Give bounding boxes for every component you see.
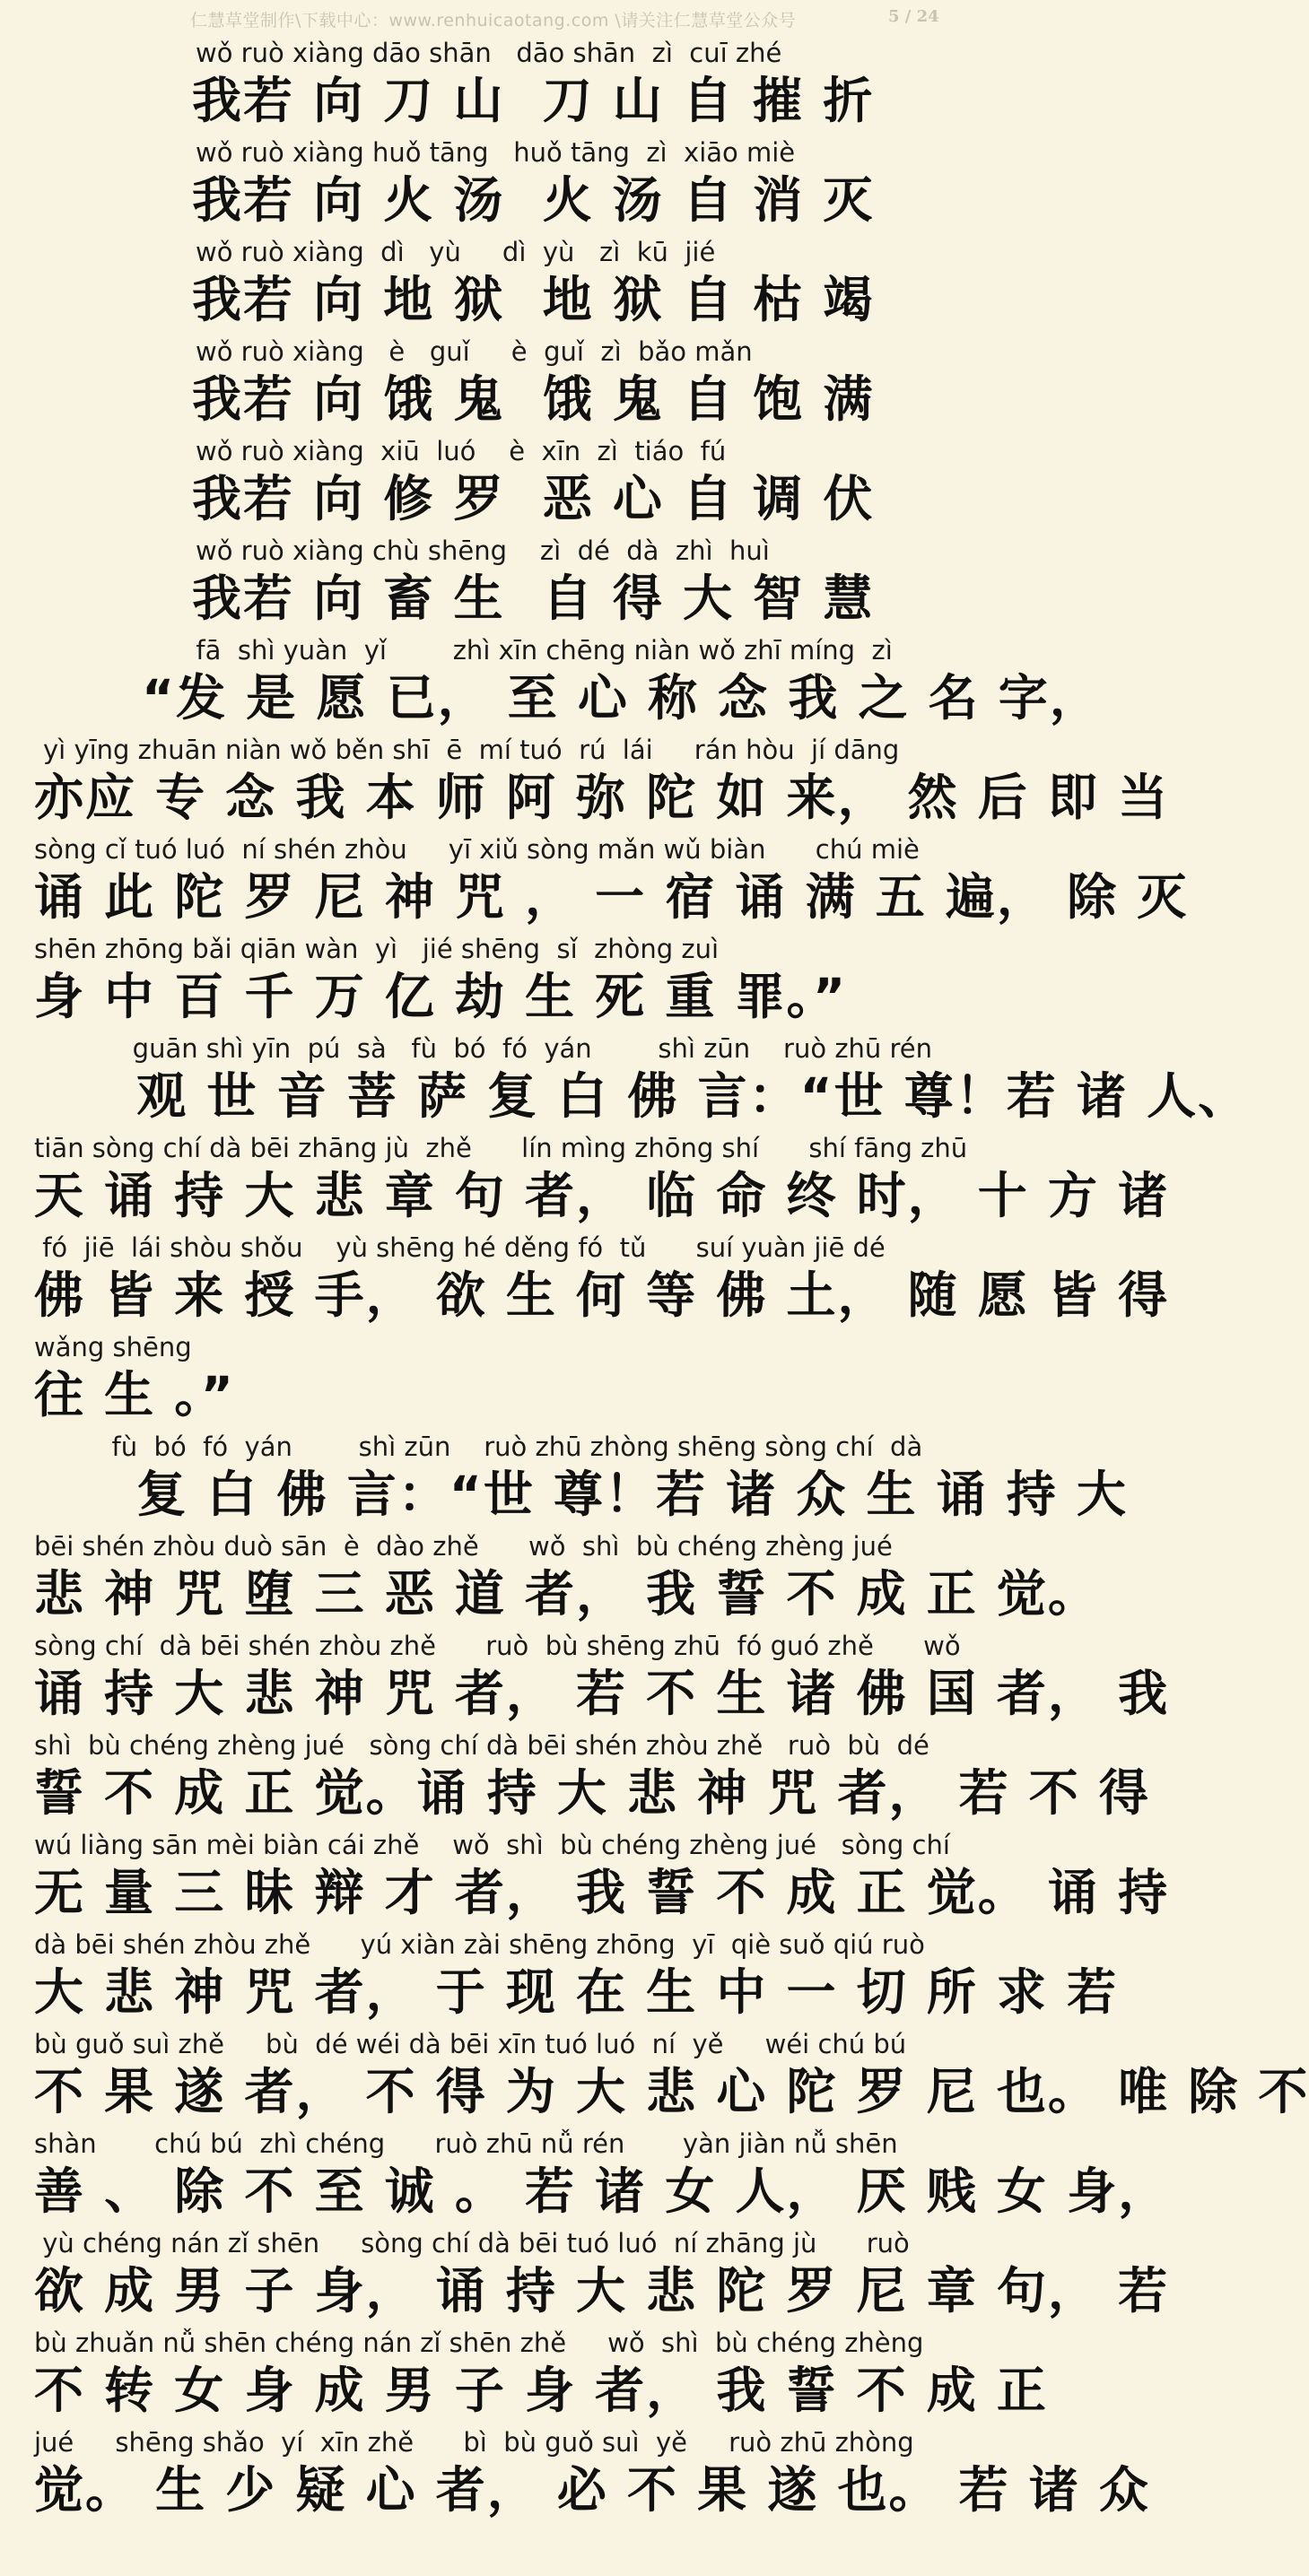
header-watermark-text: 仁慧草堂制作\下载中心：www.renhuicaotang.com \请关注仁慧草堂公众号	[190, 11, 797, 30]
pinyin-annotation: sòng cǐ tuó luó ní shén zhòu yī xiǔ sòng mǎn wǔ biàn chú miè	[34, 834, 920, 865]
text-line	[0, 436, 969, 536]
pinyin-annotation: jué shēng shǎo yí xīn zhě bì bù guǒ suì yě ruò zhū zhòng	[34, 2427, 914, 2458]
chinese-text: 我若 向 地 狱 地 狱 自 枯 竭	[192, 271, 875, 328]
pinyin-annotation: fó jiē lái shòu shǒu yù shēng hé děng fó tǔ suí yuàn jiē dé	[34, 1232, 886, 1263]
chinese-text: 亦应 专 念 我 本 师 阿 弥 陀 如 来， 然 后 即 当	[34, 769, 1170, 826]
pinyin-annotation: tiān sòng chí dà bēi zhāng jù zhě lín mìng zhōng shí shí fāng zhū	[34, 1133, 968, 1163]
text-line	[0, 1531, 1099, 1632]
chinese-text: 天 诵 持 大 悲 章 句 者， 临 命 终 时， 十 方 诸	[34, 1167, 1170, 1224]
pinyin-annotation: fù bó fó yán shì zūn ruò zhū zhòng shēng sòng chí dà	[54, 1432, 923, 1462]
chinese-text: 观 世 音 菩 萨 复 白 佛 言：“世 尊！若 诸 人、	[99, 1067, 1250, 1125]
text-line	[0, 535, 969, 636]
text-line	[0, 2128, 1170, 2229]
chinese-text: 诵 持 大 悲 神 咒 者， 若 不 生 诸 佛 国 者， 我	[34, 1665, 1170, 1722]
pinyin-annotation: shàn chú bú zhì chéng ruò zhū nǚ rén yàn jiàn nǚ shēn	[34, 2128, 898, 2159]
chinese-text: 我若 向 修 罗 恶 心 自 调 伏	[192, 470, 875, 527]
pinyin-annotation: wǎng shēng	[34, 1332, 192, 1362]
pinyin-annotation: wǒ ruò xiàng dì yù dì yù zì kū jié	[196, 237, 716, 267]
text-line	[0, 1033, 1250, 1134]
text-line	[0, 38, 969, 138]
text-line	[0, 336, 969, 437]
pinyin-annotation: wú liàng sān mèi biàn cái zhě wǒ shì bù chéng zhèng jué sòng chí	[34, 1830, 950, 1860]
chinese-text: 往 生 。”	[34, 1366, 235, 1423]
text-line	[0, 834, 1189, 935]
pinyin-annotation: wǒ ruò xiàng è guǐ è guǐ zì bǎo mǎn	[196, 336, 753, 367]
chinese-text: 我若 向 火 汤 火 汤 自 消 灭	[192, 171, 875, 229]
chinese-text: 身 中 百 千 万 亿 劫 生 死 重 罪。”	[34, 968, 848, 1025]
pinyin-annotation: shì bù chéng zhèng jué sòng chí dà bēi shén zhòu zhě ruò bù dé	[34, 1730, 929, 1761]
pinyin-annotation: fā shì yuàn yǐ zhì xīn chēng niàn wǒ zhī míng zì	[179, 635, 893, 666]
pinyin-annotation: yì yīng zhuān niàn wǒ běn shī ē mí tuó rú lái rán hòu jí dāng	[43, 735, 900, 765]
pinyin-annotation: sòng chí dà bēi shén zhòu zhě ruò bù shēng zhū fó guó zhě wǒ	[34, 1631, 961, 1661]
pinyin-annotation: guān shì yīn pú sà fù bó fó yán shì zūn ruò zhū rén	[108, 1033, 933, 1064]
pinyin-annotation: wǒ ruò xiàng dāo shān dāo shān zì cuī zhé	[196, 38, 782, 68]
pinyin-annotation: bù zhuǎn nǚ shēn chéng nán zǐ shēn zhě wǒ shì bù chéng zhèng	[34, 2328, 924, 2358]
chinese-text: 无 量 三 昧 辩 才 者， 我 誓 不 成 正 觉。 诵 持	[34, 1864, 1170, 1921]
chinese-text: 诵 此 陀 罗 尼 神 咒 ， 一 宿 诵 满 五 遍， 除 灭	[34, 868, 1189, 926]
text-line	[0, 1232, 1170, 1333]
pinyin-annotation: yù chéng nán zǐ shēn sòng chí dà bēi tuó luó ní zhāng jù ruò	[34, 2228, 910, 2258]
text-line	[0, 137, 969, 238]
pinyin-annotation: bēi shén zhòu duò sān è dào zhě wǒ shì bù chéng zhèng jué	[34, 1531, 893, 1562]
text-line	[0, 635, 1101, 735]
pinyin-annotation: wǒ ruò xiàng huǒ tāng huǒ tāng zì xiāo miè	[196, 137, 796, 168]
text-line	[0, 1631, 1170, 1731]
text-line	[0, 1432, 1128, 1532]
text-line	[0, 1730, 1150, 1831]
pinyin-annotation: wǒ ruò xiàng chù shēng zì dé dà zhì huì	[196, 535, 770, 566]
chinese-text: 誓 不 成 正 觉。诵 持 大 悲 神 咒 者， 若 不 得	[34, 1764, 1150, 1822]
text-line	[0, 237, 969, 337]
chinese-text: 大 悲 神 咒 者， 于 现 在 生 中 一 切 所 求 若	[34, 1963, 1119, 2021]
text-line	[0, 2328, 1048, 2428]
pinyin-annotation: wǒ ruò xiàng xiū luó è xīn zì tiáo fú	[196, 436, 727, 466]
chinese-text: 我若 向 畜 生 自 得 大 智 慧	[192, 570, 875, 627]
text-line	[0, 1133, 1170, 1233]
chinese-text: 我若 向 饿 鬼 饿 鬼 自 饱 满	[192, 370, 875, 428]
pinyin-annotation: shēn zhōng bǎi qiān wàn yì jié shēng sǐ zhòng zuì	[34, 934, 720, 964]
text-line	[0, 2427, 1150, 2528]
chinese-text: “发 是 愿 已， 至 心 称 念 我 之 名 字，	[142, 669, 1101, 727]
chinese-text: 觉。 生 少 疑 心 者， 必 不 果 遂 也。 若 诸 众	[34, 2461, 1150, 2519]
text-line	[0, 2228, 1170, 2328]
chinese-text: 善 、 除 不 至 诚 。 若 诸 女 人， 厌 贱 女 身，	[34, 2163, 1170, 2220]
chinese-text: 悲 神 咒 堕 三 恶 道 者， 我 誓 不 成 正 觉。	[34, 1565, 1099, 1623]
chinese-text: 复 白 佛 言：“世 尊！若 诸 众 生 诵 持 大	[99, 1466, 1128, 1523]
pinyin-annotation: bù guǒ suì zhě bù dé wéi dà bēi xīn tuó luó ní yě wéi chú bú	[34, 2029, 907, 2059]
pinyin-annotation: dà bēi shén zhòu zhě yú xiàn zài shēng zhōng yī qiè suǒ qiú ruò	[34, 1929, 925, 1960]
text-line	[0, 2029, 1309, 2129]
text-line	[0, 735, 1170, 835]
chinese-text: 不 果 遂 者， 不 得 为 大 悲 心 陀 罗 尼 也。 唯 除 不	[34, 2063, 1309, 2120]
text-line	[0, 1830, 1170, 1930]
text-line	[0, 934, 969, 1034]
text-line	[0, 1332, 969, 1432]
chinese-text: 佛 皆 来 授 手， 欲 生 何 等 佛 土， 随 愿 皆 得	[34, 1266, 1170, 1324]
chinese-text: 我若 向 刀 山 刀 山 自 摧 折	[192, 72, 875, 129]
chinese-text: 欲 成 男 子 身， 诵 持 大 悲 陀 罗 尼 章 句， 若	[34, 2262, 1170, 2319]
chinese-text: 不 转 女 身 成 男 子 身 者， 我 誓 不 成 正	[34, 2362, 1048, 2419]
page-number: 5 / 24	[888, 7, 939, 26]
text-line	[0, 1929, 1119, 2030]
